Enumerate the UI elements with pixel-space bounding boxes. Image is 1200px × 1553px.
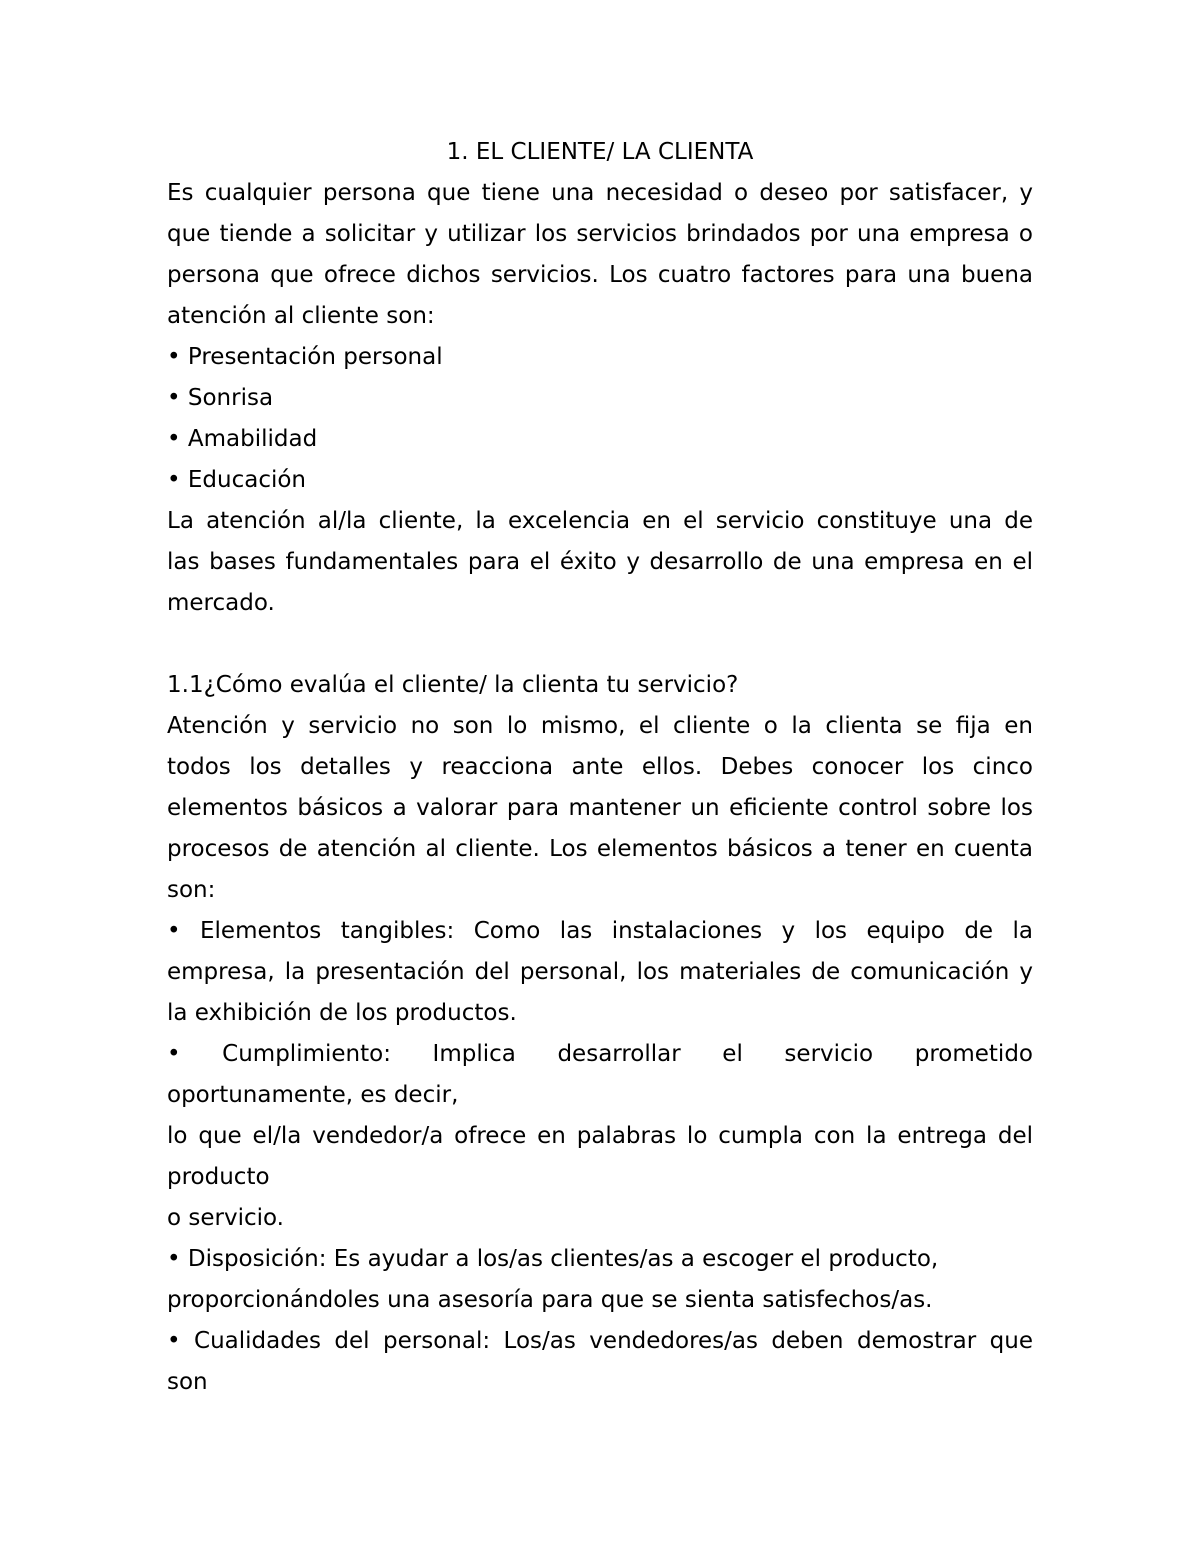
element-line: o servicio. xyxy=(167,1205,284,1231)
section-line: todos los detalles y reacciona ante ellos. Debes conocer los cinco xyxy=(167,754,1033,780)
intro-line: que tiende a solicitar y utilizar los servicios brindados por una empresa o xyxy=(167,221,1033,247)
element-line: la exhibición de los productos. xyxy=(167,1000,517,1026)
closing-line: mercado. xyxy=(167,590,275,616)
element-line: oportunamente, es decir, xyxy=(167,1082,459,1108)
intro-line: atención al cliente son: xyxy=(167,303,435,329)
section-line: elementos básicos a valorar para mantener un eficiente control sobre los xyxy=(167,795,1033,821)
closing-line: La atención al/la cliente, la excelencia en el servicio constituye una de xyxy=(167,508,1033,534)
section-line: procesos de atención al cliente. Los elementos básicos a tener en cuenta xyxy=(167,836,1033,862)
intro-line: Es cualquier persona que tiene una necesidad o deseo por satisfacer, y xyxy=(167,180,1033,206)
element-line: • Cumplimiento: Implica desarrollar el servicio prometido xyxy=(167,1041,1033,1067)
factor-list-item: • Sonrisa xyxy=(167,385,274,411)
factor-list-item: • Amabilidad xyxy=(167,426,318,452)
element-line: empresa, la presentación del personal, los materiales de comunicación y xyxy=(167,959,1033,985)
factor-list-item: • Presentación personal xyxy=(167,344,443,370)
document-title: 1. EL CLIENTE/ LA CLIENTA xyxy=(446,139,754,165)
section-heading: 1.1¿Cómo evalúa el cliente/ la clienta tu servicio? xyxy=(167,672,739,698)
closing-line: las bases fundamentales para el éxito y desarrollo de una empresa en el xyxy=(167,549,1033,575)
element-line: proporcionándoles una asesoría para que se sienta satisfechos/as. xyxy=(167,1287,933,1313)
element-line: lo que el/la vendedor/a ofrece en palabras lo cumpla con la entrega del xyxy=(167,1123,1033,1149)
element-line: • Cualidades del personal: Los/as vendedores/as deben demostrar que xyxy=(167,1328,1033,1354)
element-line: producto xyxy=(167,1164,270,1190)
element-line: • Elementos tangibles: Como las instalaciones y los equipo de la xyxy=(167,918,1033,944)
element-line: son xyxy=(167,1369,208,1395)
factor-list-item: • Educación xyxy=(167,467,307,493)
section-line: Atención y servicio no son lo mismo, el cliente o la clienta se fija en xyxy=(167,713,1033,739)
document-page xyxy=(167,132,1033,1403)
section-line: son: xyxy=(167,877,216,903)
intro-line: persona que ofrece dichos servicios. Los cuatro factores para una buena xyxy=(167,262,1033,288)
paragraph-spacer xyxy=(167,624,1033,665)
element-line: • Disposición: Es ayudar a los/as clientes/as a escoger el producto, xyxy=(167,1246,939,1272)
